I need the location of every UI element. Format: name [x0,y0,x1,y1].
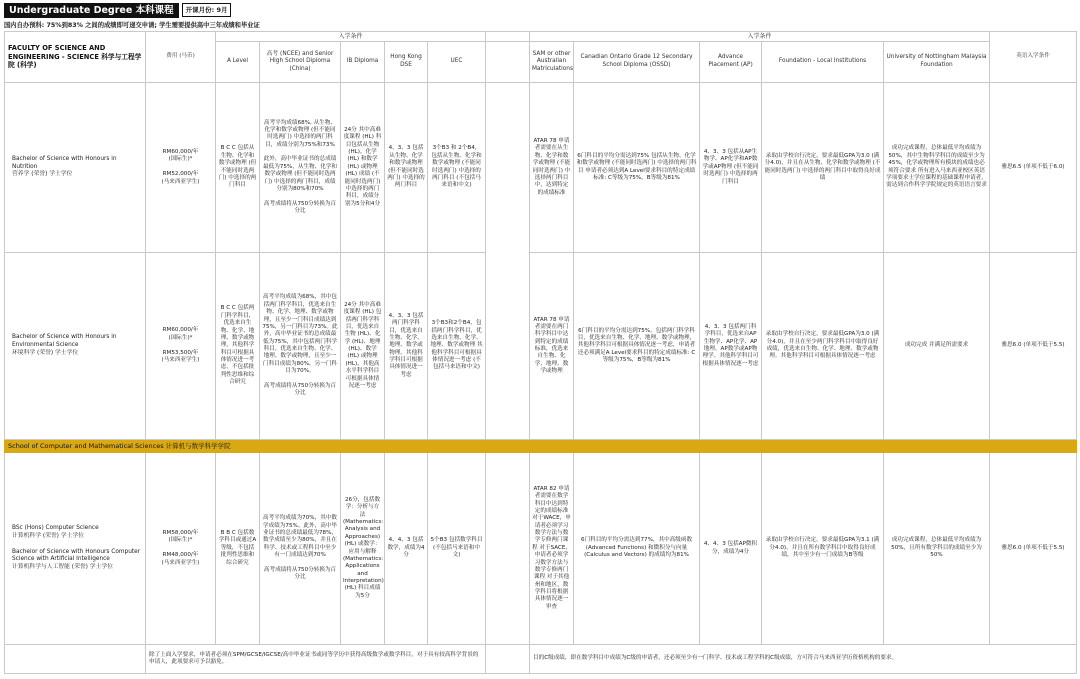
col-spacer [486,42,530,83]
col-foundation: Foundation - Local Institutions [762,42,884,83]
ib-cell: 24分 其中高难度课程 (HL) 科目包括从生物 (HL)，化学 (HL) 和数学 (HL) 或物理 (HL) 成绩 (不能同时选两门) 中选择的两门科目，成绩分别为5分和4分 [341,83,385,253]
unm-foundation-cell: 成功完成课程，总体最低平均成绩为50%，且所有数学科目的成绩至少为50% [884,453,990,645]
ap-cell: 4、4、3 包括AP微积分，成绩为4分 [700,453,762,645]
foundation-cell: 录取由学校自行决定，要求最低GPA为3.1 (满分4.0)，并且在所有数学科目中取得良好成绩，其中至少有一门成绩为B等级 [762,453,884,645]
ap-cell: 4、3、3 包括两门科学科目，优选来自AP生物学、AP化学、AP地理、AP数学或AP物理学。其他科学科目可根据具体情况逐一考虑 [700,253,762,440]
faculty-header: FACULTY OF SCIENCE AND ENGINEERING - SCIENCE 科学与工程学院 (科学) [5,32,146,83]
fees-cell: RM60,000/年 (国际生)* RM53,500/年 (马来西亚学生) [146,253,216,440]
blank-cell [486,83,530,440]
foundation-cell: 录取由学校自行决定，要求最低GPA为3.0 (满分4.0)，并且在从生物、化学和数学或物理 (不能同时选两门) 中选择的两门科目中取得良好成绩 [762,83,884,253]
col-hkdse: Hong Kong DSE [385,42,428,83]
fees-cell: RM58,000/年 (国际生)* RM48,000/年 (马来西亚学生) [146,453,216,645]
table-row [5,83,1077,253]
table-row [5,453,1077,645]
a-level-cell: B C C 包括从生物、化学和数学或物理 (但不能同时选两门) 中选择的两门科目 [216,83,260,253]
ossd-cell: 6门科目的平均分需达到77%，其中高级函数 (Advanced Functions) 和微积分与向量 (Calculus and Vectors) 的成绩均为81% [574,453,700,645]
intake-badge: 开课月份: 9月 [182,3,232,17]
blank-cell [486,453,530,645]
foundation-cell: 录取由学校自行决定，要求最低GPA为3.0 (满分4.0)，并且在至少两门科学科目中取得良好成绩，优选来自生物、化学、地理、数学或物理。其他科学科目可根据具体情况逐一考虑 [762,253,884,440]
uec-cell: 5个B3 包括数学科目 (不包括马来语和中文) [428,453,486,645]
ib-cell: 26分，包括数学：分析与方法 (Mathematics: Analysis and Approaches) (HL) 或数学：应用与解释 (Mathematics: Applications and Interpretation) (HL) 科目成绩为5分 [341,453,385,645]
fees-cell: RM60,000/年 (国际生)* RM52,000/年 (马来西亚学生) [146,83,216,253]
sam-cell: ATAR 82 申请者需要在数学科目中达到特定的成绩标准 对于WACE，申请者必须学习数学方法与数学专修两门课程 对于SACE，申请者必须学习数学方法与数学专修两门课程 对于其他州和地区，数学科目将根据具体情况逐一审查 [530,453,574,645]
col-unm-foundation: University of Nottingham Malaysia Foundation [884,42,990,83]
school-band [5,440,1077,453]
program-name: BSc (Hons) Computer Science 计算机科学 (荣誉) 学士学位 Bachelor of Science with Honours Computer Science with Artificial Intelligence 计算机科学与人工智能 (荣誉) 学士学位 [5,453,146,645]
unm-foundation-cell: 成功完成课程，总体最低平均成绩为50%，其中生物科学科目的成绩至少为45%，化学或物理所有模块的成绩也必须符合要求 所有进入马来西亚校区英语学项要求士学位课程的基础课程申请者，需达到合作科学学院规定的英语语言要求 [884,83,990,253]
note-right: 目的C级成绩，即在数学科目中成绩为C级的申请者，还必须至少有一门科学、技术或工程学科的C级成绩，方可符合马来西亚学历资格机构的要求。 [530,645,1077,674]
entry-group-header-2: 入学条件 [530,32,990,42]
col-a-level: A Level [216,42,260,83]
col-gaokao: 高考 (NCEE) and Senior High School Diploma (China) [260,42,341,83]
group-spacer [486,32,530,42]
gaokao-cell: 高考平均成绩为68%，其中包括两门科学科目，优选来自生物、化学、地理、数学或物理，且至少一门科目成绩达到75%，另一门科目为73%。此外，高中毕业证书的总成绩最低为75%，其中包括两门科学科目，优选来自生物、化学、地理、数学或物理，且至少一门科目成绩为80%，另一门科目为70%。 高考成绩将从750分转换为百分比 [260,253,341,440]
fees-header: 费用 (马币) [146,32,216,83]
uec-cell: 3个B3和2个B4，包括两门科学科目，优选来自生物、化学、地理、数学或物理 其他科学科目可根据具体情况进一考虑 (不包括马来语和中文) [428,253,486,440]
hkdse-cell: 4、4、3 包括数学，成绩为4分 [385,453,428,645]
title-bar [4,3,231,17]
page-title: Undergraduate Degree 本科课程 [4,3,179,18]
a-level-cell: B C C 包括两门科学科目，优选来自生物、化学、地理、数学或物理，其他科学科目可根据具体情况进一考虑，不包括批判性思维和综合研究 [216,253,260,440]
col-ossd: Canadian Ontario Grade 12 Secondary School Diploma (OSSD) [574,42,700,83]
col-ap: Advance Placement (AP) [700,42,762,83]
notes-spacer [486,645,530,674]
note-left: 除了上面入学要求，申请者必须在SPM/GCSE/IGCSE/高中毕业证书或同等学历中获得高级数学或数学科目，对于具有较高科学背景的申请人，此项要求可予以豁免。 [146,645,486,674]
notes-empty [5,645,146,674]
ossd-cell: 6门科目的平均分需达到75% 包括从生物、化学和数学或物理 (不能同时选两门) 中选择的两门科目 申请者必须达到A Level要求科目的特定成绩标准: C等级为75%，B等级为81% [574,83,700,253]
table-row [5,253,1077,440]
col-uec: UEC [428,42,486,83]
english-cell: 雅思6.5 (单项不低于6.0) [990,83,1077,253]
uec-cell: 3个B3 和 2个B4，包括从生物、化学和数学或物理 (不能同时选两门) 中选择的两门科目 (不包括马来语和中文) [428,83,486,253]
english-header: 英语入学条件 [990,32,1077,83]
ap-cell: 4、3、3 包括从AP生物学、AP化学和AP数学或AP物理 (但不能同时选两门) 中选择的两门科目 [700,83,762,253]
hkdse-cell: 4、3、3 包括从生物、化学和数学或物理 (但不能同时选两门) 中选择的两门科目 [385,83,428,253]
english-cell: 雅思6.0 (单项不低于5.5) [990,453,1077,645]
col-sam: SAM or other Australian Matriculations [530,42,574,83]
gaokao-cell: 高考平均成绩68%, 从生物、化学和数学或物理 (但不能同时选两门) 中选择的两门科目，成绩分别为75%和73% 此外，高中毕业证书的总成绩最低为75%，从生物、化学和数学或物理 (但不能同时选两门) 中选择的两门科目，成绩分别为80%和70% 高考成绩将从750分转换为百分比 [260,83,341,253]
program-name: Bachelor of Science with Honours in Environmental Science 环境科学 (荣誉) 学士学位 [5,253,146,440]
entry-group-header: 入学条件 [216,32,486,42]
program-name: Bachelor of Science with Honours in Nutrition 营养学 (荣誉) 学士学位 [5,83,146,253]
a-level-cell: B B C 包括数学科目或通过A等级，不包括批判性思维和综合研究 [216,453,260,645]
ib-cell: 24分 其中高难度课程 (HL) 包括两门科学科目，优选来自生物 (HL)、化学 (HL)、地理 (HL)、数学 (HL) 或物理 (HL)，其他高水平科学科目可根据具体情况逐一考虑 [341,253,385,440]
page-subtitle: 国内自办预科: 75%到83% 之间的成绩即可递交申请; 学生需要提供高中三年成绩和毕业证 [4,22,260,29]
english-cell: 雅思6.0 (单项不低于5.5) [990,253,1077,440]
ossd-cell: 6门科目的平均分需达到75%，包括两门科学科目，优选来自生物、化学、地理、数学或物理，其他科学科目可根据具体情况逐一考虑，申请者还必须满足A Level要求科目的特定成绩标准: C等级为75%，B等级为81% [574,253,700,440]
col-ib: IB Diploma [341,42,385,83]
school-band-label: School of Computer and Mathematical Sciences 计算机与数学科学学院 [5,440,1077,453]
sam-cell: ATAR 78 申请者需要在从生物、化学和数学或物理 (不能同时选两门) 中选择两门科目中，达到特定的成绩标准 [530,83,574,253]
notes-row [5,645,1077,674]
sam-cell: ATAR 78 申请者需要在两门科学科目中达到特定的成绩标准，优选来自生物、化学、地理、数学或物理 [530,253,574,440]
gaokao-cell: 高考平均成绩为70%，其中数学成绩为75%。此外，高中毕业证书的总成绩最低为78%，数学成绩至少为80%，并且在科学、技术或工程科目中至少有一门成绩达到70% 高考成绩将从750分转换为百分比 [260,453,341,645]
entry-requirements-table [4,31,1077,674]
hkdse-cell: 4、3、3 包括两门科学科目，优选来自生物、化学、地理、数学或物理。其他科学科目可根据具体情况进一考虑 [385,253,428,440]
unm-foundation-cell: 成功完成 并满足所需要求 [884,253,990,440]
